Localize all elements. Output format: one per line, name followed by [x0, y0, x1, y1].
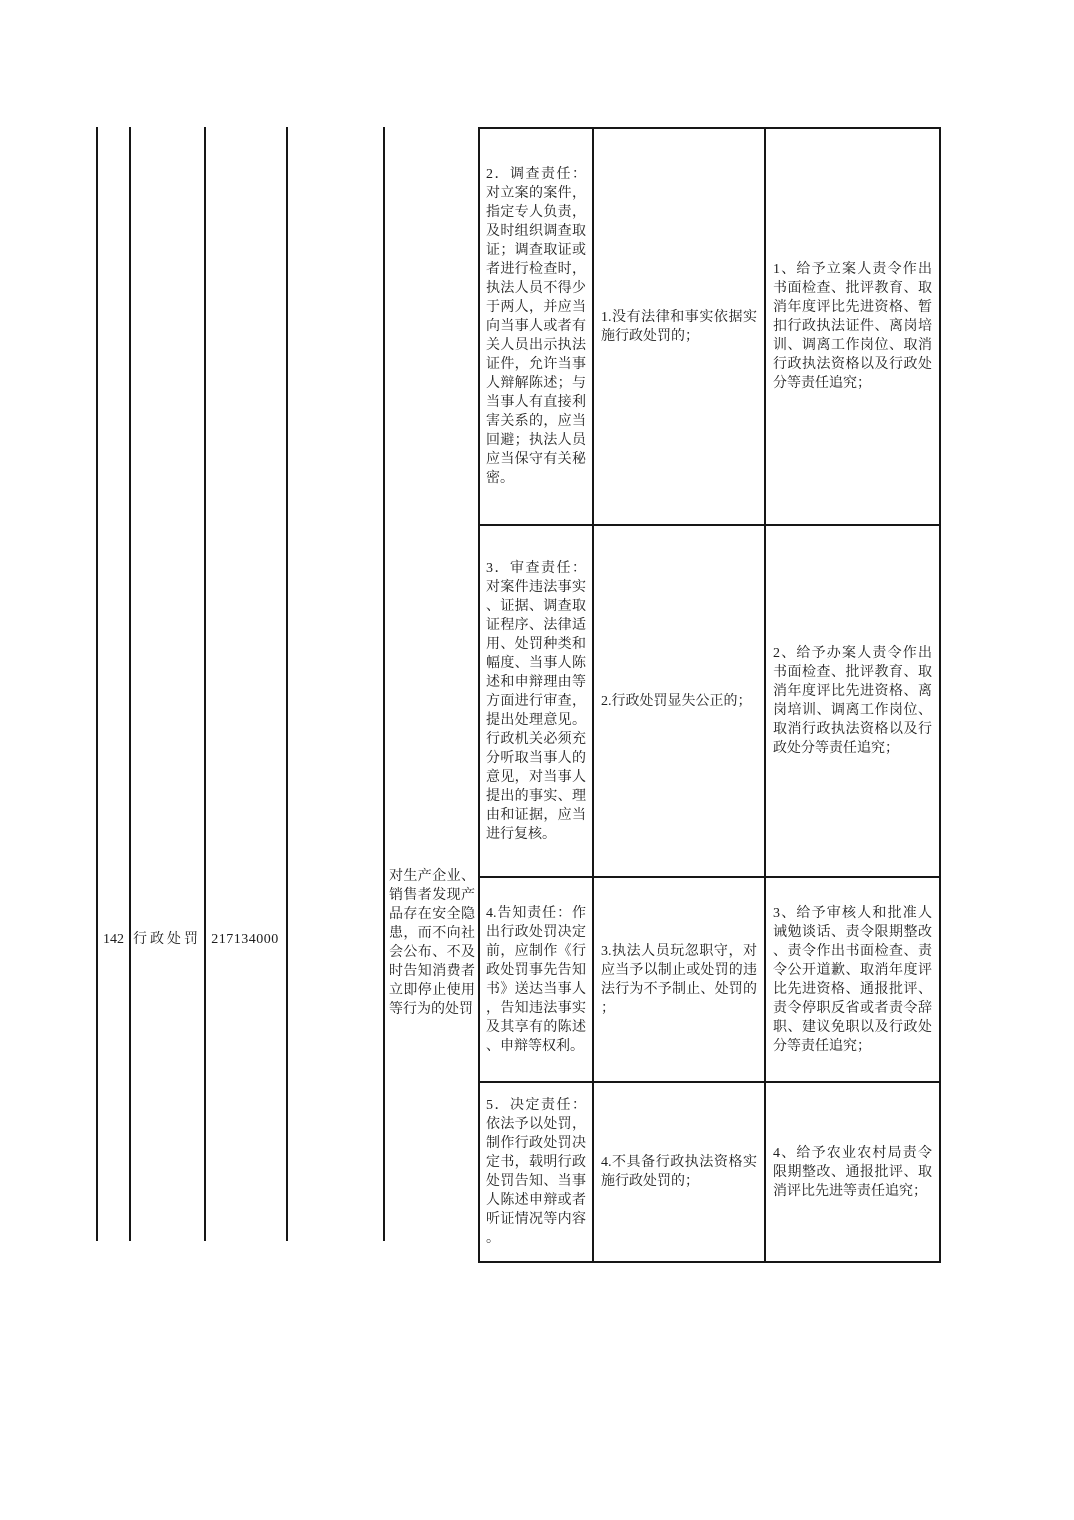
outer-column-border-4	[286, 127, 288, 1241]
situation-cell-2: 2.行政处罚显失公正的；	[593, 525, 765, 877]
matrix-row-investigation	[479, 128, 940, 525]
duty-cell-review: 3．审查责任：对案件违法事实、证据、调查取证程序、法律适用、处罚种类和幅度、当事人陈述和申辩理由等方面进行审查，提出处理意见。行政机关必须充分听取当事人的意见，对当事人提出的事实、理由和证据，应当进行复核。	[479, 525, 593, 877]
outer-column-border-2	[129, 127, 131, 1241]
situation-cell-3: 3.执法人员玩忽职守，对应当予以制止或处罚的违法行为不予制止、处罚的；	[593, 877, 765, 1082]
power-code-cell: 217134000	[211, 932, 279, 947]
situation-cell-4: 4.不具备行政执法资格实施行政处罚的；	[593, 1082, 765, 1262]
measure-cell-3: 3、给予审核人和批准人诫勉谈话、责令限期整改、责令作出书面检查、责令公开道歉、取消年度评比先进资格、通报批评、责令停职反省或者责令辞职、建议免职以及行政处分等责任追究；	[765, 877, 940, 1082]
power-name-cell: 对生产企业、销售者发现产品存在安全隐患，而不向社会公布、不及时告知消费者立即停止使用等行为的处罚	[389, 869, 475, 1017]
row-number-cell: 142	[103, 932, 124, 947]
outer-column-border-1	[96, 127, 98, 1241]
measure-cell-1: 1、给予立案人责令作出书面检查、批评教育、取消年度评比先进资格、暂扣行政执法证件、离岗培训、调离工作岗位、取消行政执法资格以及行政处分等责任追究；	[765, 128, 940, 525]
outer-column-border-3	[204, 127, 206, 1241]
situation-cell-1: 1.没有法律和事实依据实施行政处罚的；	[593, 128, 765, 525]
measure-cell-4: 4、给予农业农村局责令限期整改、通报批评、取消评比先进等责任追究；	[765, 1082, 940, 1262]
matrix-row-review	[479, 525, 940, 877]
duty-cell-investigation: 2．调查责任：对立案的案件，指定专人负责，及时组织调查取证；调查取证或者进行检查时，执法人员不得少于两人，并应当向当事人或者有关人员出示执法证件，允许当事人辩解陈述；与当事人有直接利害关系的，应当回避；执法人员应当保守有关秘密。	[479, 128, 593, 525]
outer-column-border-5	[383, 127, 385, 1241]
responsibility-matrix-table	[478, 127, 941, 1263]
duty-cell-decision: 5．决定责任：依法予以处罚，制作行政处罚决定书，载明行政处罚告知、当事人陈述申辩或者听证情况等内容。	[479, 1082, 593, 1262]
power-type-cell: 行政处罚	[133, 932, 201, 947]
matrix-row-notification	[479, 877, 940, 1082]
measure-cell-2: 2、给予办案人责令作出书面检查、批评教育、取消年度评比先进资格、离岗培训、调离工作岗位、取消行政执法资格以及行政处分等责任追究；	[765, 525, 940, 877]
matrix-row-decision	[479, 1082, 940, 1262]
duty-cell-notification: 4.告知责任：作出行政处罚决定前，应制作《行政处罚事先告知书》送达当事人，告知违法事实及其享有的陈述、申辩等权利。	[479, 877, 593, 1082]
